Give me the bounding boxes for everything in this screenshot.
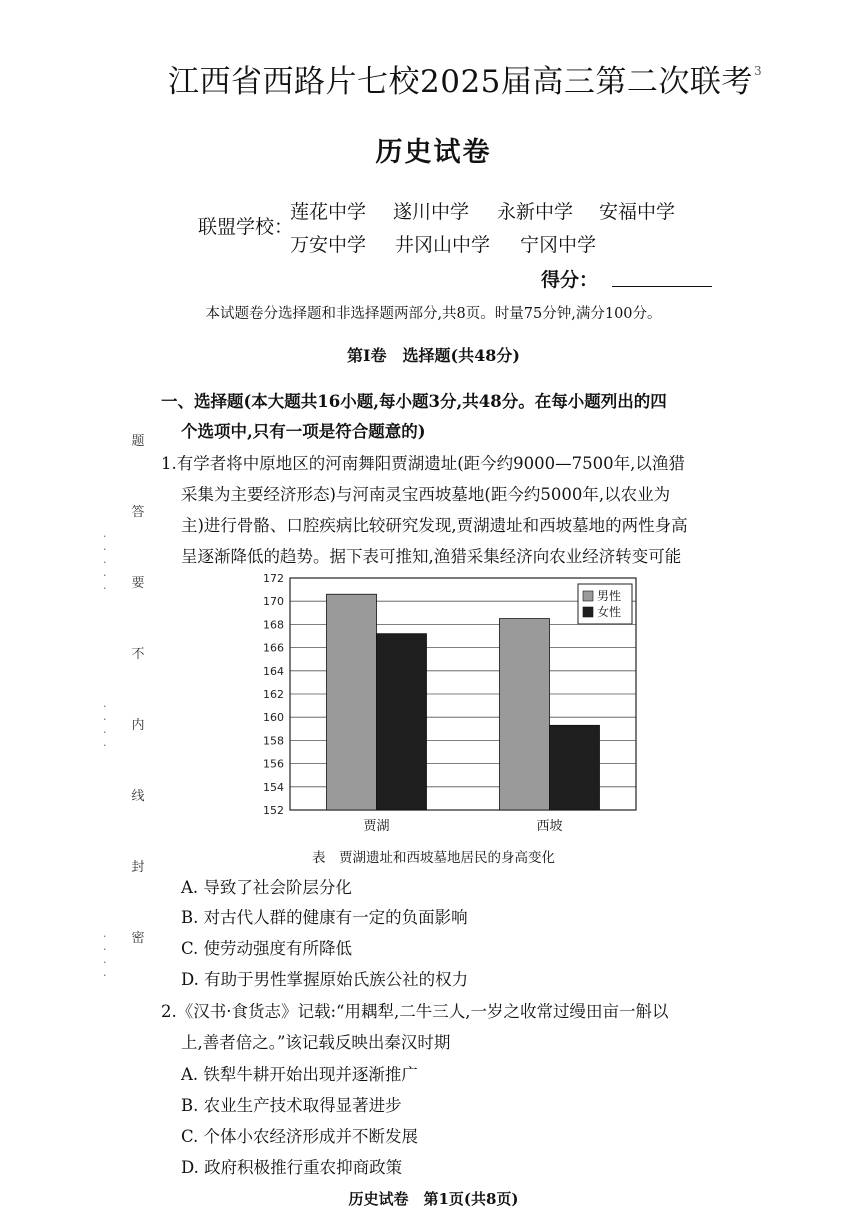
y-tick-label: 168	[263, 618, 284, 632]
y-tick-label: 170	[263, 595, 284, 609]
y-tick-label: 164	[263, 664, 284, 678]
x-tick-label: 西坡	[536, 819, 563, 834]
school-name: 莲花中学	[290, 201, 367, 223]
q1-stem-line: 采集为主要经济形态)与河南灵宝西坡墓地(距今约5000年,以农业为	[181, 485, 671, 504]
binding-char: 答	[131, 505, 145, 520]
q1-stem-line: 主)进行骨骼、口腔疾病比较研究发现,贾湖遗址和西坡墓地的两性身高	[181, 516, 688, 535]
exam-title: 江西省西路片七校2025届高三第二次联考	[168, 64, 753, 100]
school-name: 万安中学	[290, 234, 367, 256]
binding-char: 封	[131, 860, 145, 875]
x-tick-label: 贾湖	[363, 819, 390, 834]
y-tick-label: 172	[263, 572, 284, 585]
exam-info: 本试题卷分选择题和非选择题两部分,共8页。时量75分钟,满分100分。	[205, 306, 662, 322]
y-tick-label: 160	[263, 711, 284, 725]
bar-male	[500, 619, 550, 810]
q2-option-c[interactable]: C. 个体小农经济形成并不断发展	[181, 1127, 419, 1146]
section-title: 第Ⅰ卷 选择题(共48分)	[347, 346, 520, 365]
q1-option-a[interactable]: A. 导致了社会阶层分化	[181, 878, 352, 897]
bar-female	[550, 725, 600, 810]
binding-dots: · · · · ·	[103, 530, 107, 595]
binding-line-text	[129, 430, 147, 998]
y-tick-label: 166	[263, 641, 284, 655]
q1-option-d[interactable]: D. 有助于男性掌握原始氏族公社的权力	[181, 970, 469, 989]
q1-option-c[interactable]: C. 使劳动强度有所降低	[181, 939, 353, 958]
score-label: 得分：	[541, 269, 599, 291]
school-name: 永新中学	[497, 201, 574, 223]
school-name: 宁冈中学	[520, 234, 597, 256]
binding-char: 线	[131, 789, 145, 804]
height-bar-chart	[240, 568, 650, 838]
bar-female	[377, 634, 427, 810]
q1-option-b[interactable]: B. 对古代人群的健康有一定的负面影响	[181, 908, 468, 927]
part-intro-line: 个选项中,只有一项是符合题意的)	[181, 422, 426, 441]
binding-char: 内	[131, 718, 145, 733]
q1-stem-line: 呈逐渐降低的趋势。据下表可推知,渔猎采集经济向农业经济转变可能	[181, 547, 682, 566]
y-tick-label: 152	[263, 804, 284, 817]
subject-title: 历史试卷	[375, 137, 492, 168]
binding-dots: · · · ·	[103, 930, 107, 982]
q2-option-a[interactable]: A. 铁犁牛耕开始出现并逐渐推广	[181, 1065, 418, 1084]
binding-char: 密	[131, 931, 145, 946]
school-name: 井冈山中学	[395, 234, 491, 256]
binding-dots: · · · ·	[103, 700, 107, 752]
binding-char: 要	[131, 576, 145, 591]
y-tick-label: 154	[263, 780, 284, 794]
q2-stem-line: 上,善者倍之。”该记载反映出秦汉时期	[181, 1033, 451, 1052]
bar-male	[327, 594, 377, 810]
q1-stem-line: 1.有学者将中原地区的河南舞阳贾湖遗址(距今约9000—7500年,以渔猎	[161, 454, 685, 473]
part-intro-line: 一、选择题(本大题共16小题,每小题3分,共48分。在每小题列出的四	[161, 392, 667, 411]
binding-char: 题	[131, 434, 145, 449]
legend-label: 女性	[597, 605, 622, 619]
corner-mark: 3	[754, 64, 762, 78]
q2-option-d[interactable]: D. 政府积极推行重农抑商政策	[181, 1158, 403, 1177]
page-footer: 历史试卷 第1页(共8页)	[348, 1190, 519, 1208]
q2-stem-line: 2.《汉书·食货志》记载:“用耦犁,二牛三人,一岁之收常过缦田亩一斛以	[161, 1002, 669, 1021]
school-name: 安福中学	[599, 201, 676, 223]
legend-swatch	[583, 591, 593, 601]
school-name: 遂川中学	[393, 201, 470, 223]
y-tick-label: 158	[263, 734, 284, 748]
chart-caption: 表 贾湖遗址和西坡墓地居民的身高变化	[312, 850, 555, 866]
y-tick-label: 162	[263, 688, 284, 701]
y-tick-label: 156	[263, 757, 284, 771]
alliance-label: 联盟学校：	[198, 216, 294, 238]
legend-swatch	[583, 607, 593, 617]
q2-option-b[interactable]: B. 农业生产技术取得显著进步	[181, 1096, 402, 1115]
height-chart	[240, 568, 650, 842]
score-blank[interactable]	[612, 286, 712, 287]
binding-char: 不	[131, 647, 145, 662]
legend-label: 男性	[597, 589, 622, 603]
